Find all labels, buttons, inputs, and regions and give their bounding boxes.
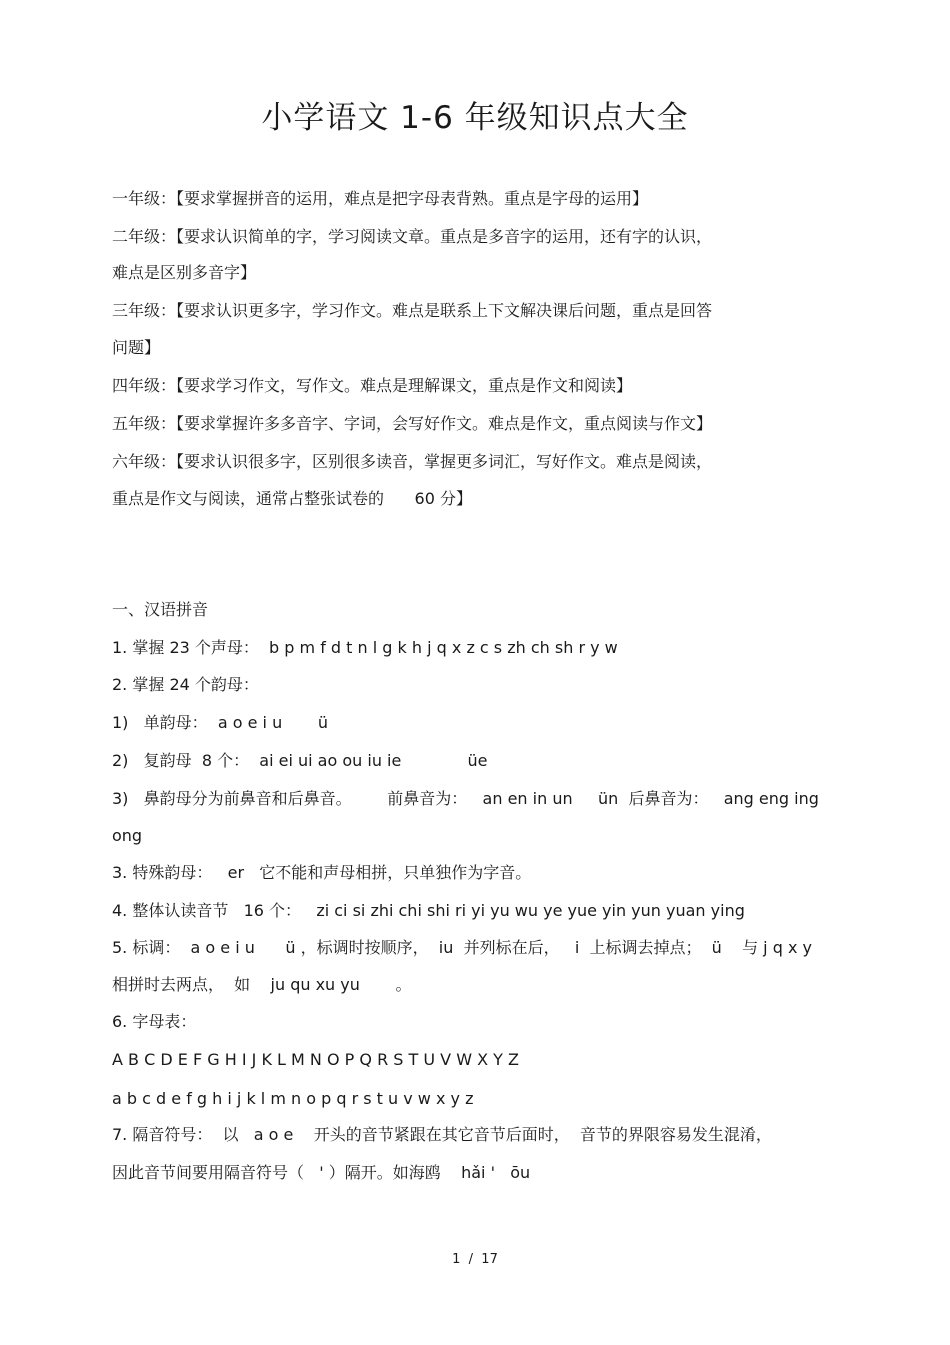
- alphabet-uppercase: A B C D E F G H I J K L M N O P Q R S T U V W X Y Z: [112, 1050, 519, 1069]
- grade-line-2-cont: 难点是区别多音字】: [112, 263, 257, 282]
- pinyin-item-special-final: 3. 特殊韵母： er 它不能和声母相拼，只单独作为字音。: [112, 863, 532, 882]
- section-heading-pinyin: 一、汉语拼音: [112, 600, 209, 619]
- grade-line-1: 一年级：【要求掌握拼音的运用，难点是把字母表背熟。重点是字母的运用】: [112, 189, 649, 208]
- pinyin-item-finals: 2. 掌握 24 个韵母：: [112, 675, 259, 694]
- pinyin-item-tone-marks: 5. 标调： a o e i u ü ，标调时按顺序， iu 并列标在后， i 上标调去掉点； ü 与 j q x y: [112, 938, 812, 957]
- pinyin-subitem-nasal-finals-cont: ong: [112, 826, 143, 845]
- page-number: 1 / 17: [452, 1252, 498, 1267]
- grade-line-3-cont: 问题】: [112, 338, 161, 357]
- grade-line-6: 六年级：【要求认识很多字，区别很多读音，掌握更多词汇，写好作文。难点是阅读，: [112, 452, 713, 471]
- pinyin-item-tone-marks-cont: 相拼时去两点， 如 ju qu xu yu 。: [112, 975, 412, 994]
- pinyin-item-whole-syllables: 4. 整体认读音节 16 个： zi ci si zhi chi shi ri yi yu wu ye yue yin yun yuan ying: [112, 901, 745, 920]
- alphabet-lowercase: a b c d e f g h i j k l m n o p q r s t u v w x y z: [112, 1089, 474, 1108]
- pinyin-item-initials: 1. 掌握 23 个声母： b p m f d t n l g k h j q x z c s zh ch sh r y w: [112, 638, 618, 657]
- pinyin-item-separator: 7. 隔音符号： 以 a o e 开头的音节紧跟在其它音节后面时， 音节的界限容易发生混淆，: [112, 1125, 772, 1144]
- grade-line-2: 二年级：【要求认识简单的字，学习阅读文章。重点是多音字的运用，还有字的认识，: [112, 227, 713, 246]
- pinyin-subitem-nasal-finals: 3) 鼻韵母分为前鼻音和后鼻音。 前鼻音为： an en in un ün 后鼻音为： ang eng ing: [112, 789, 819, 808]
- document-title: 小学语文 1-6 年级知识点大全: [261, 100, 689, 136]
- grade-line-5: 五年级：【要求掌握许多多音字、字词，会写好作文。难点是作文，重点阅读与作文】: [112, 414, 713, 433]
- pinyin-item-alphabet: 6. 字母表：: [112, 1012, 197, 1031]
- pinyin-subitem-simple-finals: 1) 单韵母： a o e i u ü: [112, 713, 328, 732]
- grade-line-3: 三年级：【要求认识更多字，学习作文。难点是联系上下文解决课后问题，重点是回答: [112, 301, 713, 320]
- grade-line-4: 四年级：【要求学习作文，写作文。难点是理解课文，重点是作文和阅读】: [112, 376, 633, 395]
- grade-line-6-cont: 重点是作文与阅读，通常占整张试卷的 60 分】: [112, 489, 472, 508]
- pinyin-item-separator-cont: 因此音节间要用隔音符号（ ' ）隔开。如海鸥 hǎi ' ōu: [112, 1163, 531, 1182]
- pinyin-subitem-compound-finals: 2) 复韵母 8 个： ai ei ui ao ou iu ie üe: [112, 751, 488, 770]
